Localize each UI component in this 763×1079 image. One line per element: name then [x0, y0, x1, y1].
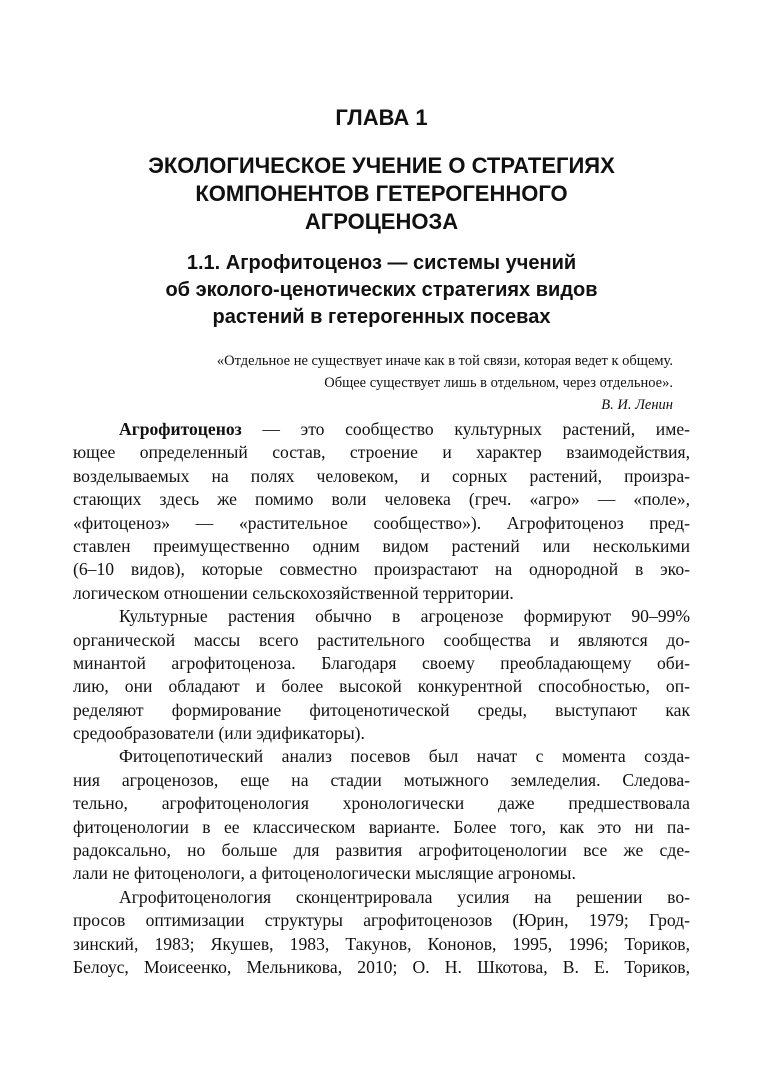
section-title-line: об эколого-ценотических стратегиях видов — [165, 279, 598, 301]
paragraph-line: Культурные растения обычно в агроценозе формируют 90–99% — [119, 606, 690, 627]
chapter-title-line: АГРОЦЕНОЗА — [304, 209, 459, 234]
paragraph-line: ставлен преимущественно одним видом растений или несколькими — [73, 535, 690, 556]
chapter-title-line: КОМПОНЕНТОВ ГЕТЕРОГЕННОГО — [195, 181, 568, 206]
paragraph-line: просов оптимизации структуры агрофитоценозов (Юрин, 1979; Грод- — [73, 910, 690, 931]
paragraph-line: (6–10 видов), которые совместно произрастают на однородной в эко- — [73, 559, 690, 580]
paragraph-line: логическом отношении сельскохозяйственной территории. — [73, 582, 514, 603]
defined-term: Агрофитоценоз — [119, 419, 242, 439]
paragraph-line: ределяют формирование фитоценотической среды, выступают как — [73, 699, 690, 720]
section-title — [73, 250, 690, 331]
paragraph-line — [73, 418, 690, 441]
paragraph-line: минантой агрофитоценоза. Благодаря своему преобладающему оби- — [73, 652, 690, 673]
epigraph-line: «Отдельное не существует иначе как в той связи, которая ведет к общему. — [216, 353, 673, 369]
section-title-line: 1.1. Агрофитоценоз — системы учений — [186, 252, 577, 274]
paragraph-line: радоксально, но больше для развития агрофитоценологии все же сде- — [73, 840, 690, 861]
paragraph-line: возделываемых на полях человеком, и сорных растений, произра- — [73, 465, 690, 486]
chapter-title — [73, 152, 690, 236]
paragraph-line: ния агроценозов, еще на стадии мотыжного земледелия. Следова- — [73, 769, 690, 790]
chapter-title-line: ЭКОЛОГИЧЕСКОЕ УЧЕНИЕ О СТРАТЕГИЯХ — [148, 153, 615, 178]
paragraph-text: — это сообщество культурных растений, име- — [241, 419, 690, 439]
paragraph-line: стающих здесь же помимо воли человека (греч. «агро» — «поле», — [73, 489, 690, 510]
paragraph-line: лию, они обладают и более высокой конкурентной способностью, оп- — [73, 676, 690, 697]
paragraph-3 — [73, 745, 690, 885]
epigraph-line: Общее существует лишь в отдельном, через отдельное». — [324, 375, 673, 391]
section-title-line: растений в гетерогенных посевах — [212, 306, 551, 328]
paragraph-line: органической массы всего растительного сообщества и являются до- — [73, 629, 690, 650]
paragraph-line: тельно, агрофитоценология хронологически даже предшествовала — [73, 793, 690, 814]
paragraph-line: фитоценологии в ее классическом варианте. Более того, как это ни па- — [73, 816, 690, 837]
epigraph-author: В. И. Ленин — [601, 397, 673, 413]
paragraph-line: Агрофитоценология сконцентрировала усилия на решении во- — [119, 886, 690, 907]
paragraph-line: ющее определенный состав, строение и характер взаимодействия, — [73, 442, 690, 463]
paragraph-4 — [73, 886, 690, 980]
paragraph-line: зинский, 1983; Якушев, 1983, Такунов, Кононов, 1995, 1996; Ториков, — [73, 933, 690, 954]
body-text — [73, 418, 690, 979]
paragraph-line: Белоус, Моисеенко, Мельникова, 2010; О. Н. Шкотова, В. Е. Ториков, — [73, 956, 690, 977]
paragraph-line: Фитоцепотический анализ посевов был начат с момента созда- — [119, 746, 690, 767]
paragraph-1 — [73, 418, 690, 605]
paragraph-2 — [73, 605, 690, 745]
paragraph-line: средообразователи (или эдификаторы). — [73, 723, 365, 744]
epigraph — [73, 350, 690, 416]
book-page — [73, 0, 690, 979]
paragraph-line: «фитоценоз» — «растительное сообщество»). Агрофитоценоз пред- — [73, 512, 690, 533]
paragraph-line: лали не фитоценологи, а фитоценологически мыслящие агрономы. — [73, 863, 576, 884]
chapter-label: ГЛАВА 1 — [335, 105, 428, 130]
